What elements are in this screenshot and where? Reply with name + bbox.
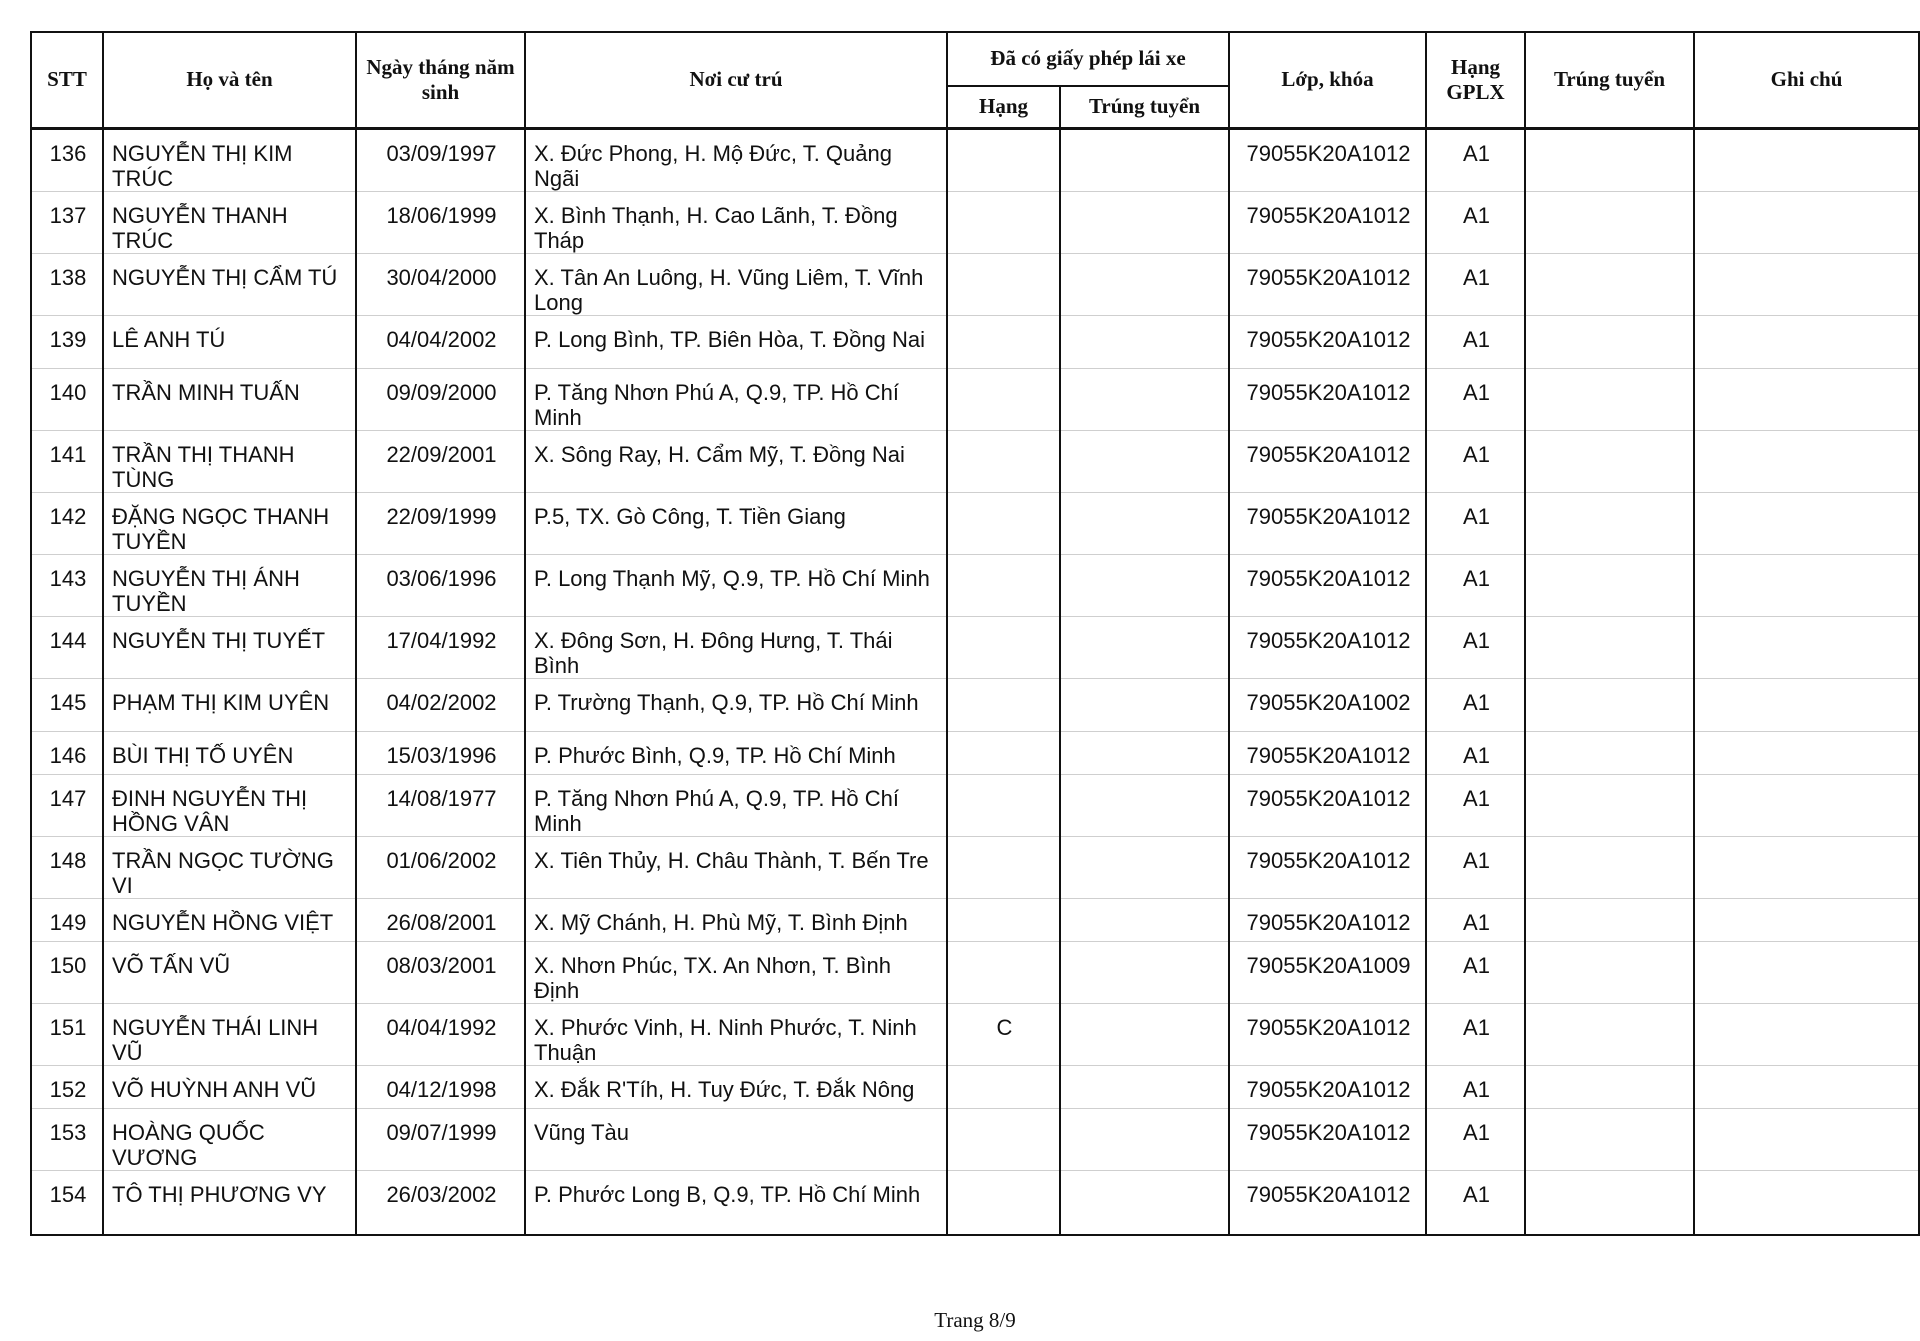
row-stt: 141 [31,431,103,493]
row-name: NGUYỄN THỊ ÁNH TUYỀN [103,555,356,617]
row-note [1694,1171,1919,1235]
row-note [1694,254,1919,316]
row-license-trung-tuyen [1060,369,1229,431]
row-dob: 30/04/2000 [356,254,525,316]
row-name: HOÀNG QUỐC VƯƠNG [103,1109,356,1171]
row-gplx: A1 [1426,899,1525,942]
row-dob: 18/06/1999 [356,192,525,254]
row-license-trung-tuyen [1060,493,1229,555]
row-address: P. Trường Thạnh, Q.9, TP. Hồ Chí Minh [525,679,947,732]
table-row [31,1066,1919,1109]
row-note [1694,555,1919,617]
row-name: NGUYỄN THỊ CẨM TÚ [103,254,356,316]
row-license-trung-tuyen [1060,555,1229,617]
row-address: P. Tăng Nhơn Phú A, Q.9, TP. Hồ Chí Minh [525,369,947,431]
row-dob: 04/12/1998 [356,1066,525,1109]
row-trung-tuyen [1525,732,1694,775]
row-address: P. Phước Long B, Q.9, TP. Hồ Chí Minh [525,1171,947,1235]
row-license-trung-tuyen [1060,1004,1229,1066]
header-ghi-chu: Ghi chú [1694,32,1919,129]
row-license-hang [947,192,1060,254]
table-row [31,732,1919,775]
table-row [31,775,1919,837]
row-dob: 03/09/1997 [356,129,525,192]
row-note [1694,1004,1919,1066]
row-address: P. Phước Bình, Q.9, TP. Hồ Chí Minh [525,732,947,775]
row-dob: 22/09/1999 [356,493,525,555]
row-dob: 03/06/1996 [356,555,525,617]
row-gplx: A1 [1426,129,1525,192]
row-note [1694,369,1919,431]
row-dob: 26/03/2002 [356,1171,525,1235]
row-stt: 142 [31,493,103,555]
header-dob: Ngày tháng năm sinh [356,32,525,129]
row-class: 79055K20A1012 [1229,555,1426,617]
table-row [31,369,1919,431]
row-trung-tuyen [1525,679,1694,732]
row-address: X. Sông Ray, H. Cẩm Mỹ, T. Đồng Nai [525,431,947,493]
row-license-hang [947,493,1060,555]
row-address: X. Phước Vinh, H. Ninh Phước, T. Ninh Thuận [525,1004,947,1066]
row-license-trung-tuyen [1060,679,1229,732]
row-dob: 26/08/2001 [356,899,525,942]
row-gplx: A1 [1426,617,1525,679]
row-license-hang [947,129,1060,192]
row-gplx: A1 [1426,493,1525,555]
row-license-trung-tuyen [1060,732,1229,775]
row-license-hang [947,1109,1060,1171]
row-address: X. Tiên Thủy, H. Châu Thành, T. Bến Tre [525,837,947,899]
table-row [31,431,1919,493]
row-stt: 137 [31,192,103,254]
row-note [1694,942,1919,1004]
row-trung-tuyen [1525,555,1694,617]
row-dob: 01/06/2002 [356,837,525,899]
row-stt: 151 [31,1004,103,1066]
row-trung-tuyen [1525,942,1694,1004]
row-class: 79055K20A1012 [1229,899,1426,942]
row-license-trung-tuyen [1060,942,1229,1004]
row-license-hang [947,617,1060,679]
row-name: PHẠM THỊ KIM UYÊN [103,679,356,732]
row-class: 79055K20A1012 [1229,837,1426,899]
table-row [31,316,1919,369]
row-note [1694,129,1919,192]
row-license-hang [947,555,1060,617]
row-trung-tuyen [1525,617,1694,679]
row-name: TRẦN MINH TUẤN [103,369,356,431]
row-dob: 22/09/2001 [356,431,525,493]
row-name: NGUYỄN THÁI LINH VŨ [103,1004,356,1066]
row-trung-tuyen [1525,1004,1694,1066]
row-dob: 09/09/2000 [356,369,525,431]
row-license-hang [947,254,1060,316]
table-row [31,129,1919,192]
row-license-hang [947,732,1060,775]
row-license-trung-tuyen [1060,899,1229,942]
row-class: 79055K20A1012 [1229,431,1426,493]
row-class: 79055K20A1012 [1229,254,1426,316]
row-name: BÙI THỊ TỐ UYÊN [103,732,356,775]
header-gplx: Hạng GPLX [1426,32,1525,129]
row-license-hang [947,942,1060,1004]
row-trung-tuyen [1525,316,1694,369]
row-stt: 150 [31,942,103,1004]
row-note [1694,1109,1919,1171]
row-note [1694,837,1919,899]
row-dob: 04/02/2002 [356,679,525,732]
row-name: TÔ THỊ PHƯƠNG VY [103,1171,356,1235]
row-stt: 140 [31,369,103,431]
row-name: VÕ TẤN VŨ [103,942,356,1004]
row-stt: 139 [31,316,103,369]
row-class: 79055K20A1012 [1229,1004,1426,1066]
row-note [1694,1066,1919,1109]
row-name: NGUYỄN THỊ KIM TRÚC [103,129,356,192]
table-row [31,679,1919,732]
row-license-trung-tuyen [1060,775,1229,837]
row-address: X. Đông Sơn, H. Đông Hưng, T. Thái Bình [525,617,947,679]
row-class: 79055K20A1012 [1229,493,1426,555]
row-class: 79055K20A1012 [1229,617,1426,679]
header-trung-tuyen: Trúng tuyển [1525,32,1694,129]
row-license-hang [947,899,1060,942]
row-gplx: A1 [1426,1109,1525,1171]
table-row [31,1171,1919,1235]
row-license-hang [947,431,1060,493]
row-class: 79055K20A1012 [1229,1109,1426,1171]
row-stt: 146 [31,732,103,775]
row-license-trung-tuyen [1060,431,1229,493]
row-license-trung-tuyen [1060,617,1229,679]
row-license-trung-tuyen [1060,837,1229,899]
row-trung-tuyen [1525,129,1694,192]
row-license-hang [947,316,1060,369]
row-note [1694,732,1919,775]
row-license-trung-tuyen [1060,1109,1229,1171]
row-stt: 147 [31,775,103,837]
table-row [31,899,1919,942]
row-license-trung-tuyen [1060,1066,1229,1109]
row-license-hang [947,369,1060,431]
row-dob: 08/03/2001 [356,942,525,1004]
row-name: NGUYỄN HỒNG VIỆT [103,899,356,942]
row-class: 79055K20A1012 [1229,775,1426,837]
row-class: 79055K20A1012 [1229,129,1426,192]
row-stt: 149 [31,899,103,942]
row-note [1694,617,1919,679]
header-license-hang: Hạng [947,86,1060,129]
row-dob: 09/07/1999 [356,1109,525,1171]
row-class: 79055K20A1012 [1229,192,1426,254]
row-trung-tuyen [1525,1066,1694,1109]
row-stt: 154 [31,1171,103,1235]
row-name: ĐINH NGUYỄN THỊ HỒNG VÂN [103,775,356,837]
row-note [1694,679,1919,732]
row-dob: 17/04/1992 [356,617,525,679]
table-header [31,32,1919,129]
row-gplx: A1 [1426,555,1525,617]
row-trung-tuyen [1525,431,1694,493]
row-license-hang [947,679,1060,732]
table-row [31,493,1919,555]
row-trung-tuyen [1525,1171,1694,1235]
row-address: X. Tân An Luông, H. Vũng Liêm, T. Vĩnh Long [525,254,947,316]
row-address: P. Tăng Nhơn Phú A, Q.9, TP. Hồ Chí Minh [525,775,947,837]
row-note [1694,431,1919,493]
row-dob: 04/04/2002 [356,316,525,369]
header-stt: STT [31,32,103,129]
row-gplx: A1 [1426,837,1525,899]
table-row [31,837,1919,899]
row-gplx: A1 [1426,431,1525,493]
page-number: Trang 8/9 [934,1308,1016,1332]
row-license-trung-tuyen [1060,192,1229,254]
row-class: 79055K20A1012 [1229,316,1426,369]
row-dob: 15/03/1996 [356,732,525,775]
header-name: Họ và tên [103,32,356,129]
row-address: X. Bình Thạnh, H. Cao Lãnh, T. Đồng Tháp [525,192,947,254]
row-note [1694,899,1919,942]
row-address: X. Đức Phong, H. Mộ Đức, T. Quảng Ngãi [525,129,947,192]
row-dob: 04/04/1992 [356,1004,525,1066]
table-row [31,942,1919,1004]
row-license-hang [947,1066,1060,1109]
row-trung-tuyen [1525,493,1694,555]
header-address: Nơi cư trú [525,32,947,129]
table-row [31,617,1919,679]
row-gplx: A1 [1426,942,1525,1004]
row-license-trung-tuyen [1060,1171,1229,1235]
row-address: P. Long Bình, TP. Biên Hòa, T. Đồng Nai [525,316,947,369]
row-trung-tuyen [1525,369,1694,431]
table-row [31,1004,1919,1066]
row-name: LÊ ANH TÚ [103,316,356,369]
row-license-hang: C [947,1004,1060,1066]
row-name: TRẦN THỊ THANH TÙNG [103,431,356,493]
row-class: 79055K20A1012 [1229,732,1426,775]
row-dob: 14/08/1977 [356,775,525,837]
row-gplx: A1 [1426,775,1525,837]
row-license-trung-tuyen [1060,316,1229,369]
row-name: ĐẶNG NGỌC THANH TUYỀN [103,493,356,555]
student-list-table [30,31,1920,1236]
row-gplx: A1 [1426,316,1525,369]
row-trung-tuyen [1525,254,1694,316]
row-note [1694,493,1919,555]
row-stt: 136 [31,129,103,192]
row-trung-tuyen [1525,775,1694,837]
row-gplx: A1 [1426,192,1525,254]
row-license-trung-tuyen [1060,129,1229,192]
header-license-group: Đã có giấy phép lái xe [947,32,1229,86]
row-gplx: A1 [1426,254,1525,316]
row-stt: 138 [31,254,103,316]
row-class: 79055K20A1012 [1229,1066,1426,1109]
row-note [1694,316,1919,369]
row-address: P. Long Thạnh Mỹ, Q.9, TP. Hồ Chí Minh [525,555,947,617]
row-stt: 152 [31,1066,103,1109]
row-trung-tuyen [1525,1109,1694,1171]
row-class: 79055K20A1002 [1229,679,1426,732]
row-name: NGUYỄN THỊ TUYẾT [103,617,356,679]
row-license-hang [947,1171,1060,1235]
row-gplx: A1 [1426,369,1525,431]
row-name: VÕ HUỲNH ANH VŨ [103,1066,356,1109]
row-trung-tuyen [1525,837,1694,899]
row-license-hang [947,837,1060,899]
row-trung-tuyen [1525,899,1694,942]
table-body [31,129,1919,1235]
header-license-trung-tuyen: Trúng tuyển [1060,86,1229,129]
row-note [1694,192,1919,254]
row-address: X. Nhơn Phúc, TX. An Nhơn, T. Bình Định [525,942,947,1004]
row-address: Vũng Tàu [525,1109,947,1171]
row-class: 79055K20A1009 [1229,942,1426,1004]
row-stt: 145 [31,679,103,732]
table-row [31,192,1919,254]
row-gplx: A1 [1426,732,1525,775]
row-address: X. Mỹ Chánh, H. Phù Mỹ, T. Bình Định [525,899,947,942]
table-row [31,254,1919,316]
row-license-hang [947,775,1060,837]
row-gplx: A1 [1426,1004,1525,1066]
row-gplx: A1 [1426,679,1525,732]
table-row [31,555,1919,617]
row-stt: 144 [31,617,103,679]
row-stt: 143 [31,555,103,617]
row-name: NGUYỄN THANH TRÚC [103,192,356,254]
row-gplx: A1 [1426,1171,1525,1235]
row-address: X. Đắk R'Tíh, H. Tuy Đức, T. Đắk Nông [525,1066,947,1109]
row-address: P.5, TX. Gò Công, T. Tiền Giang [525,493,947,555]
row-license-trung-tuyen [1060,254,1229,316]
row-stt: 153 [31,1109,103,1171]
row-trung-tuyen [1525,192,1694,254]
table-row [31,1109,1919,1171]
row-note [1694,775,1919,837]
row-class: 79055K20A1012 [1229,1171,1426,1235]
row-gplx: A1 [1426,1066,1525,1109]
row-stt: 148 [31,837,103,899]
header-class: Lớp, khóa [1229,32,1426,129]
row-class: 79055K20A1012 [1229,369,1426,431]
row-name: TRẦN NGỌC TƯỜNG VI [103,837,356,899]
